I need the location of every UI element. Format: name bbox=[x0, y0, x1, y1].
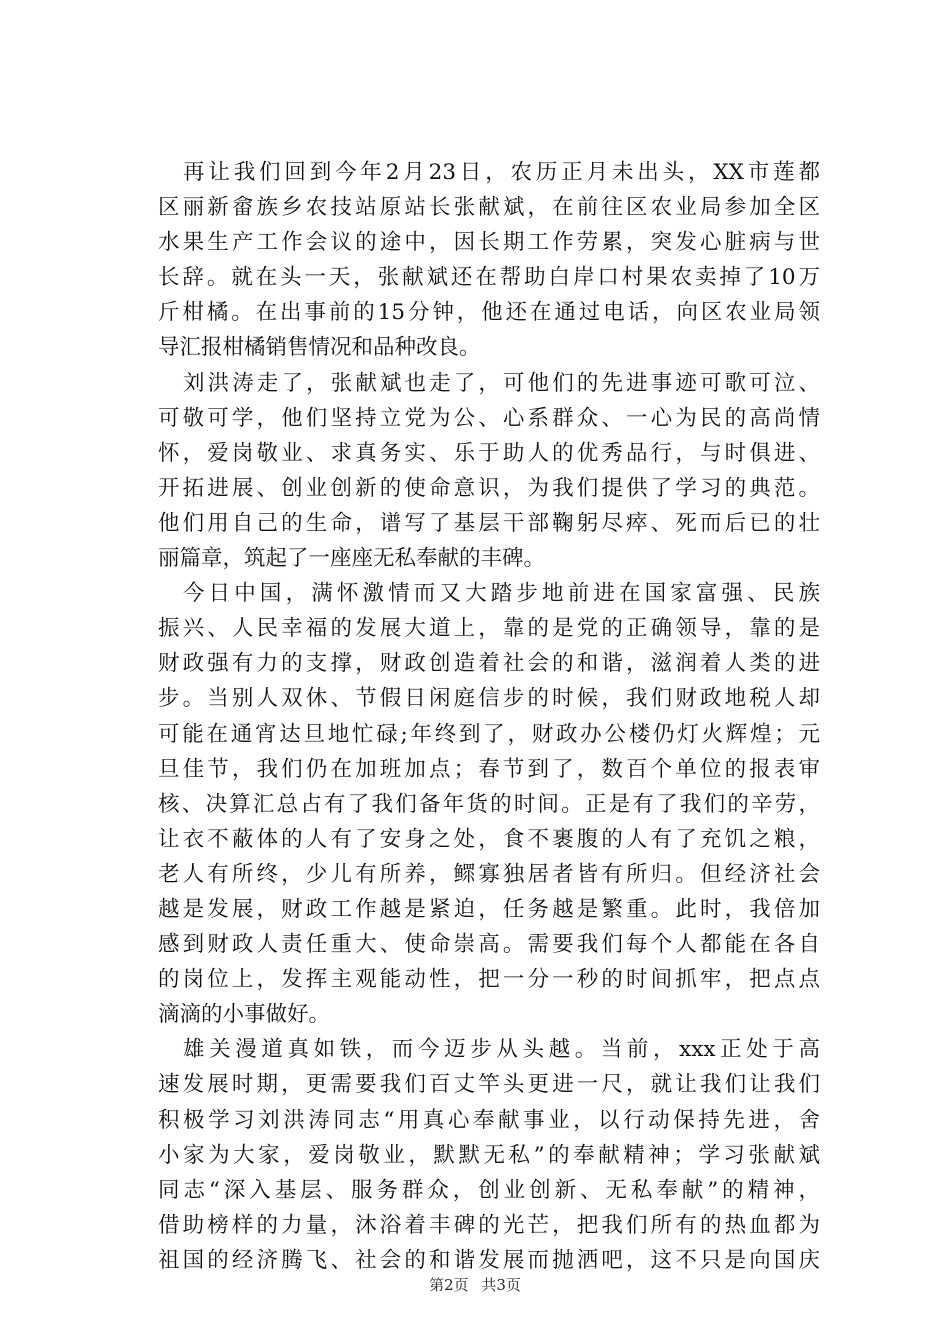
text-line: 开拓进展、创业创新的使命意识，为我们提供了学习的典范。 bbox=[158, 475, 820, 501]
text-line: 的岗位上，发挥主观能动性，把一分一秒的时间抓牢，把点点 bbox=[158, 967, 820, 993]
text-line: 同志“深入基层、服务群众，创业创新、无私奉献”的精神， bbox=[158, 1177, 820, 1203]
text-line: 积极学习刘洪涛同志“用真心奉献事业，以行动保持先进，舍 bbox=[158, 1107, 820, 1133]
page-total: 共3页 bbox=[481, 1276, 521, 1294]
text-line: 水果生产工作会议的途中，因长期工作劳累，突发心脏病与世 bbox=[158, 230, 820, 256]
text-line: 小家为大家，爱岗敬业，默默无私”的奉献精神；学习张献斌 bbox=[158, 1142, 820, 1168]
document-body bbox=[158, 155, 820, 1278]
text-line: 祖国的经济腾飞、社会的和谐发展而抛洒吧，这不只是向国庆 bbox=[158, 1247, 820, 1273]
text-line: 感到财政人责任重大、使命崇高。需要我们每个人都能在各自 bbox=[158, 932, 820, 958]
text-line: 滴滴的小事做好。 bbox=[158, 1002, 331, 1028]
text-line: 让衣不蔽体的人有了安身之处，食不裹腹的人有了充饥之粮， bbox=[158, 826, 820, 852]
text-line: 刘洪涛走了，张献斌也走了，可他们的先进事迹可歌可泣、 bbox=[183, 370, 820, 396]
text-line: 可能在通宵达旦地忙碌;年终到了，财政办公楼仍灯火辉煌；元 bbox=[158, 721, 820, 747]
text-line: 步。当别人双休、节假日闲庭信步的时候，我们财政地税人却 bbox=[158, 686, 820, 712]
text-line: 旦佳节，我们仍在加班加点；春节到了，数百个单位的报表审 bbox=[158, 756, 820, 782]
text-line: 速发展时期，更需要我们百丈竿头更进一尺，就让我们让我们 bbox=[158, 1072, 820, 1098]
text-line: 越是发展，财政工作越是紧迫，任务越是繁重。此时，我倍加 bbox=[158, 896, 820, 922]
text-line: 可敬可学，他们坚持立党为公、心系群众、一心为民的高尚情 bbox=[158, 405, 820, 431]
text-line: 核、决算汇总占有了我们备年货的时间。正是有了我们的辛劳， bbox=[158, 791, 820, 817]
text-line: 长辞。就在头一天，张献斌还在帮助白岸口村果农卖掉了10万 bbox=[158, 265, 820, 291]
text-line: 借助榜样的力量，沐浴着丰碑的光芒，把我们所有的热血都为 bbox=[158, 1212, 820, 1238]
text-line: 他们用自己的生命，谱写了基层干部鞠躬尽瘁、死而后已的壮 bbox=[158, 510, 820, 536]
text-line: 斤柑橘。在出事前的15分钟，他还在通过电话，向区农业局领 bbox=[158, 300, 820, 326]
text-line: 财政强有力的支撑，财政创造着社会的和谐，滋润着人类的进 bbox=[158, 651, 820, 677]
text-line: 导汇报柑橘销售情况和品种改良。 bbox=[158, 335, 481, 361]
page-number: 第2页 bbox=[429, 1276, 469, 1294]
text-line: 振兴、人民幸福的发展大道上，靠的是党的正确领导，靠的是 bbox=[158, 616, 820, 642]
text-line: 雄关漫道真如铁，而今迈步从头越。当前，xxx正处于高 bbox=[183, 1037, 820, 1063]
text-line: 丽篇章，筑起了一座座无私奉献的丰碑。 bbox=[158, 546, 546, 572]
text-line: 怀，爱岗敬业、求真务实、乐于助人的优秀品行，与时俱进、 bbox=[158, 440, 820, 466]
page-footer bbox=[0, 1274, 950, 1295]
text-line: 区丽新畲族乡农技站原站长张献斌，在前往区农业局参加全区 bbox=[158, 195, 820, 221]
text-line: 今日中国，满怀激情而又大踏步地前进在国家富强、民族 bbox=[183, 581, 820, 607]
text-line: 再让我们回到今年2月23日，农历正月未出头，XX市莲都 bbox=[183, 160, 820, 185]
text-line: 老人有所终，少儿有所养，鳏寡独居者皆有所归。但经济社会 bbox=[158, 861, 820, 887]
